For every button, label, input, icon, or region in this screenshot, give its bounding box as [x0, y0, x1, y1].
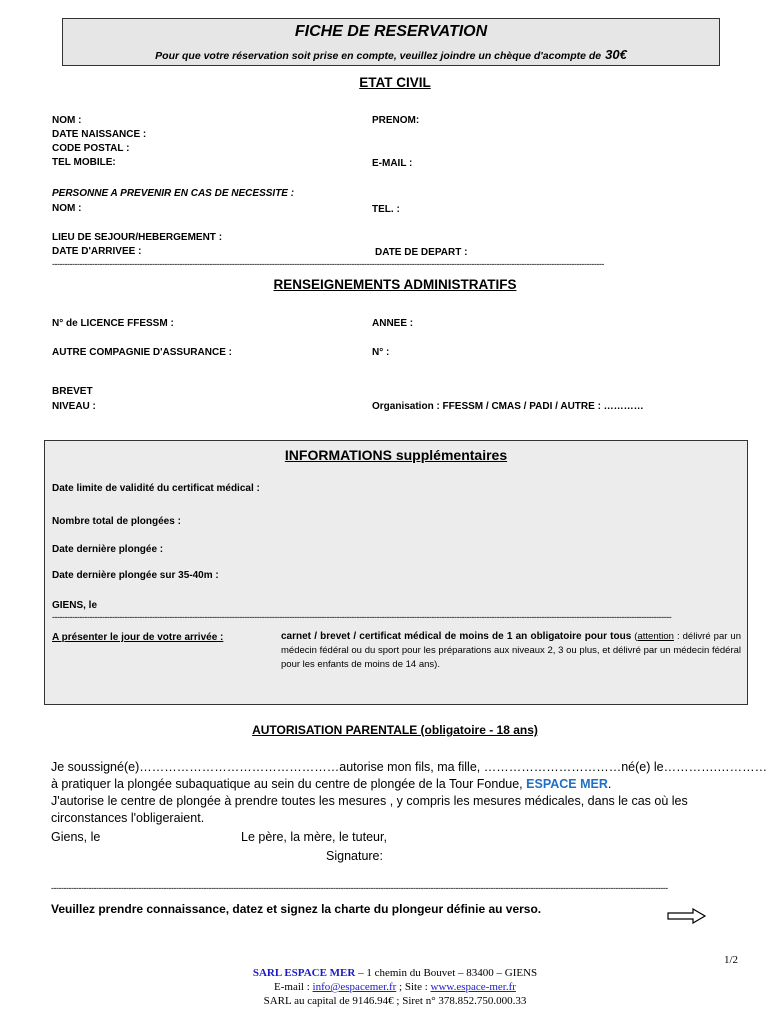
prenom-field[interactable]: PRENOM:: [372, 115, 420, 126]
emergency-contact-label: PERSONNE A PREVENIR EN CAS DE NECESSITE :: [52, 188, 295, 199]
arrow-right-icon: [667, 908, 707, 924]
informations-box: [44, 440, 748, 705]
autorisation-line-2: [51, 776, 751, 793]
reservation-header-box: [62, 18, 720, 66]
etat-civil-heading: ETAT CIVIL: [359, 75, 431, 90]
informations-heading: INFORMATIONS supplémentaires: [284, 447, 508, 463]
tel-mobile-field[interactable]: TEL MOBILE:: [52, 157, 116, 168]
divider: --------------------------------------------------------------------------------------------------------------------------------------------------------------------------------------------------------------------------------------------------------: [52, 612, 672, 622]
annee-field[interactable]: ANNEE :: [372, 318, 414, 329]
deposit-notice: [63, 47, 719, 62]
lieu-sejour-field[interactable]: LIEU DE SEJOUR/HEBERGEMENT :: [52, 232, 223, 243]
page-number: 1/2: [724, 954, 739, 966]
autorisation-line-3: J'autorise le centre de plongée à prendre toutes les mesures , y compris les mesures médicales, dans le cas où les circonstances l'obligeraient.: [51, 794, 688, 825]
footer-address: [0, 966, 770, 980]
derniere-plongee-35-40-field[interactable]: Date dernière plongée sur 35-40m :: [52, 570, 219, 581]
footer-address-text: – 1 chemin du Bouvet – 83400 – GIENS: [355, 967, 538, 979]
deposit-amount: 30€: [605, 47, 627, 62]
email-field[interactable]: E-MAIL :: [372, 158, 413, 169]
nom-field[interactable]: NOM :: [52, 115, 82, 126]
certificat-validite-field[interactable]: Date limite de validité du certificat médical :: [52, 483, 260, 494]
date-naissance-field[interactable]: DATE NAISSANCE :: [52, 129, 147, 140]
divider: -------------------------------------------------------------------------------------------------------------------------------------------------------------------------------------------------------------------------------------------------------: [51, 883, 668, 893]
deposit-text: Pour que votre réservation soit prise en compte, veuillez joindre un chèque d'acompte de: [155, 50, 602, 62]
assurance-numero-field[interactable]: N° :: [372, 347, 390, 358]
footer-site-link[interactable]: www.espace-mer.fr: [430, 981, 516, 993]
date-depart-field[interactable]: DATE DE DEPART :: [375, 247, 468, 258]
organisation-field[interactable]: Organisation : FFESSM / CMAS / PADI / AUTRE : …………: [372, 401, 644, 412]
autorisation-line-1[interactable]: Je soussigné(e)…………………………………………autorise mon fils, ma fille, ……………………………né(e) le………….…………: [51, 760, 768, 774]
autorisation-parents-label: Le père, la mère, le tuteur,: [241, 830, 387, 844]
admin-heading: RENSEIGNEMENTS ADMINISTRATIFS: [273, 277, 517, 292]
autre-assurance-field[interactable]: AUTRE COMPAGNIE D'ASSURANCE :: [52, 347, 232, 358]
signature-field[interactable]: Signature:: [326, 849, 383, 863]
autorisation-period: .: [607, 777, 612, 791]
code-postal-field[interactable]: CODE POSTAL :: [52, 143, 130, 154]
form-title: FICHE DE RESERVATION: [294, 23, 488, 40]
documents-requis-text: carnet / brevet / certificat médical de moins de 1 an obligatoire pour tous (attention : délivré par un médecin fédéral ou du sport pour les préparations aux niveaux 2, 3 ou plus, et délivré par un médecin fédéral pour les enfants de moins de 14 ans).: [281, 631, 741, 670]
derniere-plongee-field[interactable]: Date dernière plongée :: [52, 544, 164, 555]
emergency-nom-field[interactable]: NOM :: [52, 203, 82, 214]
footer-company: SARL ESPACE MER: [252, 967, 356, 979]
nombre-plongees-field[interactable]: Nombre total de plongées :: [52, 516, 181, 527]
documents-requis-detail: : délivré par un médecin fédéral ou du sport pour les préparations aux niveaux 2, 3 ou plus, et délivré par un médecin fédéral pour les enfants de moins de 14 ans).: [281, 631, 741, 670]
presenter-label: A présenter le jour de votre arrivée :: [52, 632, 224, 643]
divider: -----------------------------------------------------------------------------------------------------------------------------------------------------------------------------------------------------------------------------: [52, 259, 604, 269]
footer-capital: SARL au capital de 9146.94€ ; Siret n° 378.852.750.000.33: [263, 995, 527, 1007]
footer-email-link[interactable]: info@espacemer.fr: [312, 981, 397, 993]
email-label: E-mail :: [274, 981, 313, 993]
documents-requis-main: carnet / brevet / certificat médical de moins de 1 an obligatoire pour tous: [281, 631, 632, 642]
giens-date-field[interactable]: GIENS, le: [52, 600, 98, 611]
brevet-label: BREVET: [52, 386, 93, 397]
site-label: ; Site :: [396, 981, 431, 993]
footer-contact: [0, 980, 770, 994]
date-arrivee-field[interactable]: DATE D'ARRIVEE :: [52, 246, 142, 257]
emergency-tel-field[interactable]: TEL. :: [372, 204, 400, 215]
licence-field[interactable]: N° de LICENCE FFESSM :: [52, 318, 174, 329]
attention-word: attention: [637, 631, 674, 642]
autorisation-heading: AUTORISATION PARENTALE (obligatoire - 18 ans): [252, 723, 538, 737]
espace-mer-brand: ESPACE MER: [526, 777, 608, 791]
charte-notice: Veuillez prendre connaissance, datez et signez la charte du plongeur définie au verso.: [51, 902, 542, 916]
autorisation-giens-field[interactable]: Giens, le: [51, 830, 101, 844]
niveau-field[interactable]: NIVEAU :: [52, 401, 96, 412]
autorisation-text: à pratiquer la plongée subaquatique au sein du centre de plongée de la Tour Fondue,: [51, 777, 527, 791]
